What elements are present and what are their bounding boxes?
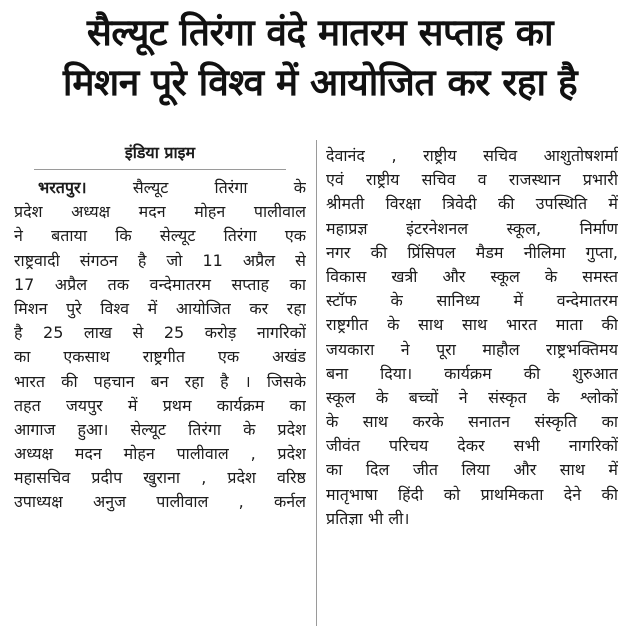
- article-line: का दिल जीत लिया और साथ में: [326, 460, 618, 480]
- dateline: भरतपुर।: [38, 178, 87, 197]
- article-line: स्टॉफ के सानिध्य में वन्देमातरम: [326, 291, 618, 311]
- article-column-left: [14, 140, 306, 515]
- article-line: विकास खत्री और स्कूल के समस्त: [326, 266, 618, 286]
- article-line: ने बताया कि सेल्यूट तिरंगा एक: [14, 226, 306, 246]
- article-column-right: [326, 144, 618, 531]
- article-line: मातृभाषा हिंदी को प्राथमिकता देने की: [326, 484, 618, 504]
- headline: [10, 8, 630, 108]
- article-line: के साथ करके सनातन संस्कृति का: [326, 412, 618, 432]
- article-line: श्रीमती विरक्षा त्रिवेदी की उपस्थिति में: [326, 194, 618, 214]
- article-line: एवं राष्ट्रीय सचिव व राजस्थान प्रभारी: [326, 170, 618, 190]
- article-line: राष्ट्रगीत के साथ साथ भारत माता की: [326, 315, 618, 335]
- article-line: बना दिया। कार्यक्रम की शुरुआत: [326, 363, 618, 383]
- article-line: महाप्रज्ञ इंटरनेशनल स्कूल, निर्माण: [326, 218, 618, 238]
- article-line: है 25 लाख से 25 करोड़ नागरिकों: [14, 323, 306, 343]
- headline-line-2: मिशन पूरे विश्व में आयोजित कर रहा है: [62, 61, 578, 104]
- article-line: मिशन पुरे विश्व में आयोजित कर रहा: [14, 298, 306, 318]
- article-line-text: सैल्यूट तिरंगा के: [86, 178, 306, 197]
- article-line: महासचिव प्रदीप खुराना , प्रदेश वरिष्ठ: [14, 468, 306, 488]
- article-line: तहत जयपुर में प्रथम कार्यक्रम का: [14, 395, 306, 415]
- article-line: का एकसाथ राष्ट्रगीत एक अखंड: [14, 347, 306, 367]
- article-line: नगर की प्रिंसिपल मैडम नीलिमा गुप्ता,: [326, 242, 618, 262]
- byline: इंडिया प्राइम: [34, 140, 286, 170]
- article-line: जयकारा ने पूरा माहौल राष्ट्रभक्तिमय: [326, 339, 618, 359]
- article-line: भारत की पहचान बन रहा है । जिसके: [14, 371, 306, 391]
- article-line: [14, 176, 306, 200]
- article-line: प्रतिज्ञा भी ली।: [326, 508, 410, 528]
- article-line: 17 अप्रैल तक वन्देमातरम सप्ताह का: [14, 274, 306, 294]
- headline-line-1: सैल्यूट तिरंगा वंदे मातरम सप्ताह का: [86, 11, 554, 54]
- article-line: जीवंत परिचय देकर सभी नागरिकों: [326, 436, 618, 456]
- article-line: प्रदेश अध्यक्ष मदन मोहन पालीवाल: [14, 202, 306, 222]
- article-line: उपाध्यक्ष अनुज पालीवाल , कर्नल: [14, 492, 306, 512]
- article-line: अध्यक्ष मदन मोहन पालीवाल , प्रदेश: [14, 444, 306, 464]
- column-divider: [316, 140, 317, 626]
- article-line: देवानंद , राष्ट्रीय सचिव आशुतोषशर्मा: [326, 146, 618, 165]
- article-line: स्कूल के बच्चों ने संस्कृत के श्लोकों: [326, 387, 618, 407]
- article-line: राष्ट्रवादी संगठन है जो 11 अप्रैल से: [14, 250, 306, 270]
- article-line: आगाज हुआ। सेल्यूट तिरंगा के प्रदेश: [14, 419, 306, 439]
